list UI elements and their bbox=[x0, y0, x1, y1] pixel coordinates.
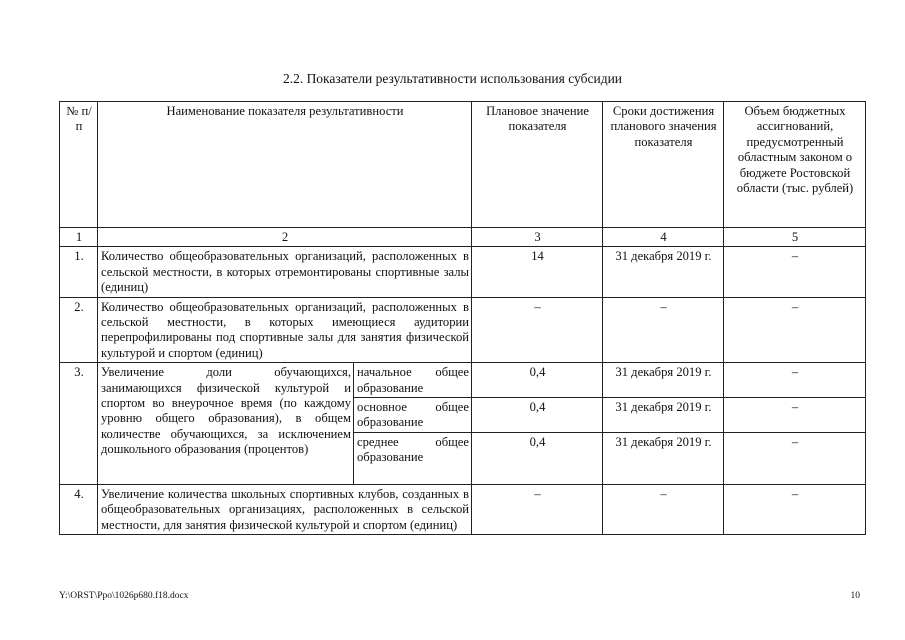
budget-value: – bbox=[724, 484, 866, 534]
indicator-name: Увеличение количества школьных спортивных клубов, созданных в общеобразовательных организациях, расположенных в сельской местности, для занятия физической культурой и спортом (единиц) bbox=[98, 484, 472, 534]
column-number-row bbox=[60, 228, 866, 247]
header-number: № п/п bbox=[60, 102, 98, 228]
table-row bbox=[60, 297, 866, 363]
footer-file-path: Y:\ORST\Ppo\1026p680.f18.docx bbox=[59, 591, 189, 601]
deadline: – bbox=[603, 297, 724, 363]
header-budget: Объем бюджетных ассигнований, предусмотренный областным законом о бюджете Ростовской области (тыс. рублей) bbox=[724, 102, 866, 228]
education-level: основное общее образование bbox=[354, 398, 472, 433]
header-row bbox=[60, 102, 866, 228]
column-number: 5 bbox=[724, 228, 866, 247]
row-number: 1. bbox=[60, 247, 98, 297]
planned-value: – bbox=[472, 297, 603, 363]
budget-value: – bbox=[724, 398, 866, 433]
section-title: 2.2. Показатели результативности использования субсидии bbox=[282, 71, 623, 86]
column-number: 2 bbox=[98, 228, 472, 247]
indicator-name: Количество общеобразовательных организаций, расположенных в сельской местности, в которых имеющиеся аудитории перепрофилированы под спортивные залы для занятия физической культурой и спортом (единиц) bbox=[98, 297, 472, 363]
header-deadline: Сроки достижения планового значения показателя bbox=[603, 102, 724, 228]
column-number: 1 bbox=[60, 228, 98, 247]
deadline: – bbox=[603, 484, 724, 534]
table-row bbox=[60, 247, 866, 297]
page-number: 10 bbox=[850, 591, 860, 601]
indicators-table bbox=[59, 101, 866, 535]
deadline: 31 декабря 2019 г. bbox=[603, 398, 724, 433]
education-level: начальное общее образование bbox=[354, 363, 472, 398]
education-level: среднее общее образование bbox=[354, 432, 472, 484]
row-number: 4. bbox=[60, 484, 98, 534]
column-number: 3 bbox=[472, 228, 603, 247]
header-indicator-name: Наименование показателя результативности bbox=[98, 102, 472, 228]
deadline: 31 декабря 2019 г. bbox=[603, 363, 724, 398]
planned-value: 0,4 bbox=[472, 363, 603, 398]
planned-value: 14 bbox=[472, 247, 603, 297]
planned-value: 0,4 bbox=[472, 398, 603, 433]
column-number: 4 bbox=[603, 228, 724, 247]
budget-value: – bbox=[724, 247, 866, 297]
budget-value: – bbox=[724, 363, 866, 398]
indicator-name: Увеличение доли обучающихся, занимающихся физической культурой и спортом во внеурочное время (по каждому уровню общего образования), в общем количестве обучающихся, за исключением дошкольного образования (процентов) bbox=[98, 363, 354, 485]
deadline: 31 декабря 2019 г. bbox=[603, 432, 724, 484]
planned-value: – bbox=[472, 484, 603, 534]
table-row bbox=[60, 484, 866, 534]
header-planned-value: Плановое значение показателя bbox=[472, 102, 603, 228]
budget-value: – bbox=[724, 297, 866, 363]
row-number: 3. bbox=[60, 363, 98, 485]
table-row bbox=[60, 363, 866, 398]
indicator-name: Количество общеобразовательных организаций, расположенных в сельской местности, в которых отремонтированы спортивные залы (единиц) bbox=[98, 247, 472, 297]
planned-value: 0,4 bbox=[472, 432, 603, 484]
budget-value: – bbox=[724, 432, 866, 484]
row-number: 2. bbox=[60, 297, 98, 363]
deadline: 31 декабря 2019 г. bbox=[603, 247, 724, 297]
